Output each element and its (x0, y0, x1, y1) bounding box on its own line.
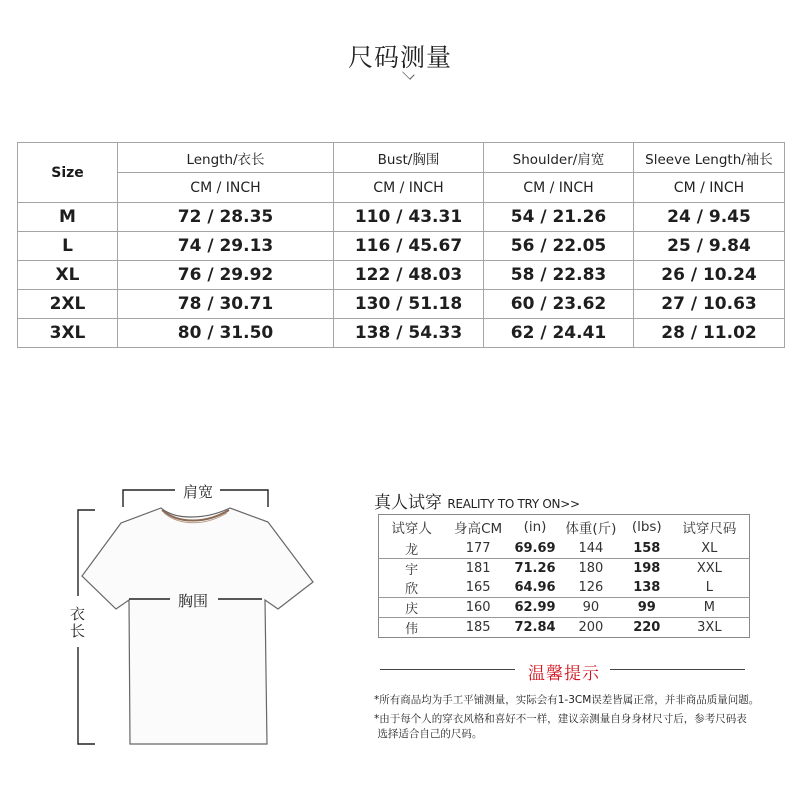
table-cell: 165 (465, 580, 491, 595)
table-cell: 72 / 28.35 (118, 203, 334, 232)
table-cell: 116 / 45.67 (334, 232, 484, 261)
divider (610, 669, 745, 670)
table-cell: 177 (465, 541, 491, 556)
tshirt-icon (0, 470, 360, 770)
table-cell: L (705, 580, 713, 595)
column-header: 身高CM (454, 521, 503, 537)
table-cell: 200 (558, 618, 624, 638)
length-label-1: 衣 (70, 605, 86, 623)
table-cell: 27 / 10.63 (634, 290, 785, 319)
table-cell: 160 (444, 598, 512, 618)
try-on-subtitle: REALITY TO TRY ON>> (447, 497, 580, 511)
table-cell: 24 / 9.45 (634, 203, 785, 232)
table-cell: 130 / 51.18 (334, 290, 484, 319)
table-row (18, 261, 785, 290)
size-chart-table (17, 142, 785, 348)
table-cell: 158 (633, 541, 661, 556)
table-cell: 64.96 (514, 580, 556, 595)
table-cell: 3XL (670, 618, 750, 638)
try-on-title (374, 488, 580, 513)
tip-note-2-cont: 选择适合自己的尺码。 (374, 728, 483, 740)
table-cell: 伟 (379, 618, 445, 638)
table-cell: 26 / 10.24 (634, 261, 785, 290)
table-cell: 220 (624, 618, 670, 638)
column-header-sleeve: Sleeve Length/袖长 (634, 143, 785, 173)
unit-label: CM / INCH (118, 173, 334, 203)
size-label: 3XL (18, 319, 118, 348)
size-label: 2XL (18, 290, 118, 319)
page-title: 尺码测量 (347, 43, 452, 72)
table-cell: 28 / 11.02 (634, 319, 785, 348)
table-cell: 欣 (405, 582, 419, 597)
unit-label: CM / INCH (484, 173, 634, 203)
table-cell: 138 (633, 580, 661, 595)
size-label: XL (18, 261, 118, 290)
table-cell: 58 / 22.83 (484, 261, 634, 290)
try-on-title-cn: 真人试穿 (374, 493, 442, 513)
table-row (18, 290, 785, 319)
table-cell: 78 / 30.71 (118, 290, 334, 319)
table-cell: 71.26 (512, 559, 558, 579)
table-cell: 198 (624, 559, 670, 579)
size-label: M (18, 203, 118, 232)
table-cell: 80 / 31.50 (118, 319, 334, 348)
table-cell: M (670, 598, 750, 618)
table-cell: 龙 (405, 543, 419, 558)
table-cell: 180 (558, 559, 624, 579)
column-header: 试穿尺码 (682, 521, 737, 537)
table-row (379, 618, 750, 638)
table-cell: 181 (444, 559, 512, 579)
tip-note-2: *由于每个人的穿衣风格和喜好不一样，建议亲测量自身身材尺寸后，参考尺码表 (374, 713, 747, 725)
column-header-length: Length/衣长 (118, 143, 334, 173)
table-cell: 25 / 9.84 (634, 232, 785, 261)
table-cell: 54 / 21.26 (484, 203, 634, 232)
table-cell: 宇 (379, 559, 445, 579)
table-cell: 60 / 23.62 (484, 290, 634, 319)
table-cell: 76 / 29.92 (118, 261, 334, 290)
column-header: (in) (523, 519, 547, 535)
table-row (18, 232, 785, 261)
table-cell: 69.69 (514, 541, 556, 556)
table-cell: 110 / 43.31 (334, 203, 484, 232)
size-label: L (18, 232, 118, 261)
table-cell: 122 / 48.03 (334, 261, 484, 290)
length-label-2: 长 (70, 622, 86, 640)
table-row (379, 539, 750, 559)
table-row (379, 559, 750, 579)
tshirt-diagram (0, 470, 360, 770)
table-cell: 185 (444, 618, 512, 638)
table-cell: 62.99 (512, 598, 558, 618)
table-cell: 99 (624, 598, 670, 618)
column-header: (lbs) (631, 519, 662, 535)
table-cell: 庆 (379, 598, 445, 618)
table-cell: 126 (578, 580, 604, 595)
tips-title: 温馨提示 (528, 664, 600, 684)
unit-label: CM / INCH (634, 173, 785, 203)
size-header: Size (18, 143, 118, 203)
column-header-shoulder: Shoulder/肩宽 (484, 143, 634, 173)
table-row (18, 203, 785, 232)
bust-label: 胸围 (178, 592, 209, 610)
table-cell: 138 / 54.33 (334, 319, 484, 348)
column-header-bust: Bust/胸围 (334, 143, 484, 173)
table-cell: 56 / 22.05 (484, 232, 634, 261)
table-cell: 90 (558, 598, 624, 618)
table-row (379, 598, 750, 618)
table-cell: 62 / 24.41 (484, 319, 634, 348)
divider (380, 669, 515, 670)
column-header: 体重(斤) (565, 521, 617, 537)
table-row (18, 319, 785, 348)
table-row (379, 578, 750, 598)
shoulder-label: 肩宽 (183, 483, 214, 501)
table-cell: 144 (578, 541, 604, 556)
try-on-table (378, 514, 750, 638)
table-cell: XL (701, 541, 718, 556)
table-cell: 72.84 (512, 618, 558, 638)
unit-label: CM / INCH (334, 173, 484, 203)
column-header: 试穿人 (391, 521, 432, 537)
table-cell: 74 / 29.13 (118, 232, 334, 261)
table-cell: XXL (670, 559, 750, 579)
tip-note-1: *所有商品均为手工平铺测量，实际会有1-3CM误差皆属正常，并非商品质量问题。 (374, 694, 760, 706)
